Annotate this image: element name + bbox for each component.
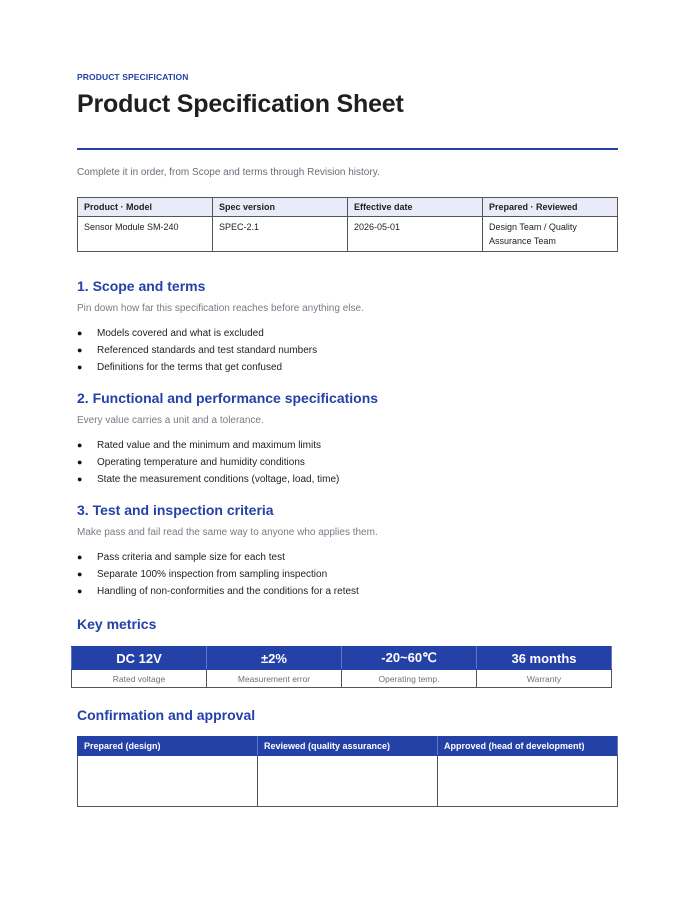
list-item-text: Pass criteria and sample size for each test	[97, 552, 285, 563]
bullet-icon: ●	[77, 345, 83, 355]
list-item	[77, 549, 618, 566]
section-performance	[77, 388, 618, 488]
section-title: 1. Scope and terms	[77, 278, 206, 294]
approval-header-row	[78, 737, 618, 756]
section-testing	[77, 500, 618, 600]
signature-box-reviewed[interactable]	[258, 756, 438, 807]
bullet-icon: ●	[77, 328, 83, 338]
list-item-text: Referenced standards and test standard numbers	[97, 345, 318, 356]
section-title: 3. Test and inspection criteria	[77, 502, 274, 518]
approval-header-reviewed: Reviewed (quality assurance)	[258, 737, 438, 756]
intro-text: Complete it in order, from Scope and terms through Revision history.	[77, 167, 380, 178]
meta-value-row	[78, 217, 618, 252]
bullet-icon: ●	[77, 440, 83, 450]
metric-value: DC 12V	[72, 647, 207, 670]
bullet-icon: ●	[77, 474, 83, 484]
list-item-text: Separate 100% inspection from sampling inspection	[97, 569, 328, 580]
page-title: Product Specification Sheet	[77, 90, 404, 118]
approval-title: Confirmation and approval	[77, 707, 256, 723]
section-list	[77, 437, 618, 488]
metric-label: Rated voltage	[72, 670, 207, 688]
metric-value: 36 months	[477, 647, 612, 670]
metric-label: Measurement error	[207, 670, 342, 688]
meta-header-date: Effective date	[348, 198, 483, 217]
metrics-title: Key metrics	[77, 616, 157, 632]
list-item-text: Operating temperature and humidity conditions	[97, 457, 305, 468]
list-item-text: Models covered and what is excluded	[97, 328, 264, 339]
meta-value-version: SPEC-2.1	[213, 217, 348, 252]
metric-value: ±2%	[207, 647, 342, 670]
list-item-text: Rated value and the minimum and maximum limits	[97, 440, 321, 451]
list-item-text: Handling of non-conformities and the conditions for a retest	[97, 586, 359, 597]
metrics-value-row	[72, 647, 612, 670]
meta-header-row	[78, 198, 618, 217]
meta-value-product: Sensor Module SM-240	[78, 217, 213, 252]
bullet-icon: ●	[77, 362, 83, 372]
meta-header-prepared: Prepared · Reviewed	[483, 198, 618, 217]
meta-value-prepared: Design Team / Quality Assurance Team	[483, 217, 618, 252]
bullet-icon: ●	[77, 586, 83, 596]
signature-box-prepared[interactable]	[78, 756, 258, 807]
list-item	[77, 454, 618, 471]
meta-header-product: Product · Model	[78, 198, 213, 217]
list-item	[77, 471, 618, 488]
meta-value-date: 2026-05-01	[348, 217, 483, 252]
section-list	[77, 325, 618, 376]
section-lead: Every value carries a unit and a tolerance.	[77, 415, 264, 426]
section-list	[77, 549, 618, 600]
list-item	[77, 342, 618, 359]
list-item	[77, 437, 618, 454]
approval-header-approved: Approved (head of development)	[438, 737, 618, 756]
list-item	[77, 566, 618, 583]
metrics-table	[71, 646, 612, 688]
metrics-label-row	[72, 670, 612, 688]
section-lead: Make pass and fail read the same way to anyone who applies them.	[77, 527, 378, 538]
signature-box-approved[interactable]	[438, 756, 618, 807]
bullet-icon: ●	[77, 457, 83, 467]
meta-header-version: Spec version	[213, 198, 348, 217]
section-title: 2. Functional and performance specifications	[77, 390, 379, 406]
doc-eyebrow: PRODUCT SPECIFICATION	[77, 72, 189, 82]
meta-table	[77, 197, 618, 252]
bullet-icon: ●	[77, 552, 83, 562]
metric-value: -20~60℃	[342, 647, 477, 670]
bullet-icon: ●	[77, 569, 83, 579]
metric-label: Operating temp.	[342, 670, 477, 688]
approval-signature-row	[78, 756, 618, 807]
title-divider	[77, 148, 618, 150]
list-item	[77, 583, 618, 600]
approval-table	[77, 736, 618, 807]
metric-label: Warranty	[477, 670, 612, 688]
list-item	[77, 359, 618, 376]
section-scope	[77, 276, 618, 376]
section-lead: Pin down how far this specification reaches before anything else.	[77, 303, 364, 314]
list-item	[77, 325, 618, 342]
approval-header-prepared: Prepared (design)	[78, 737, 258, 756]
list-item-text: State the measurement conditions (voltage, load, time)	[97, 474, 340, 485]
list-item-text: Definitions for the terms that get confused	[97, 362, 283, 373]
